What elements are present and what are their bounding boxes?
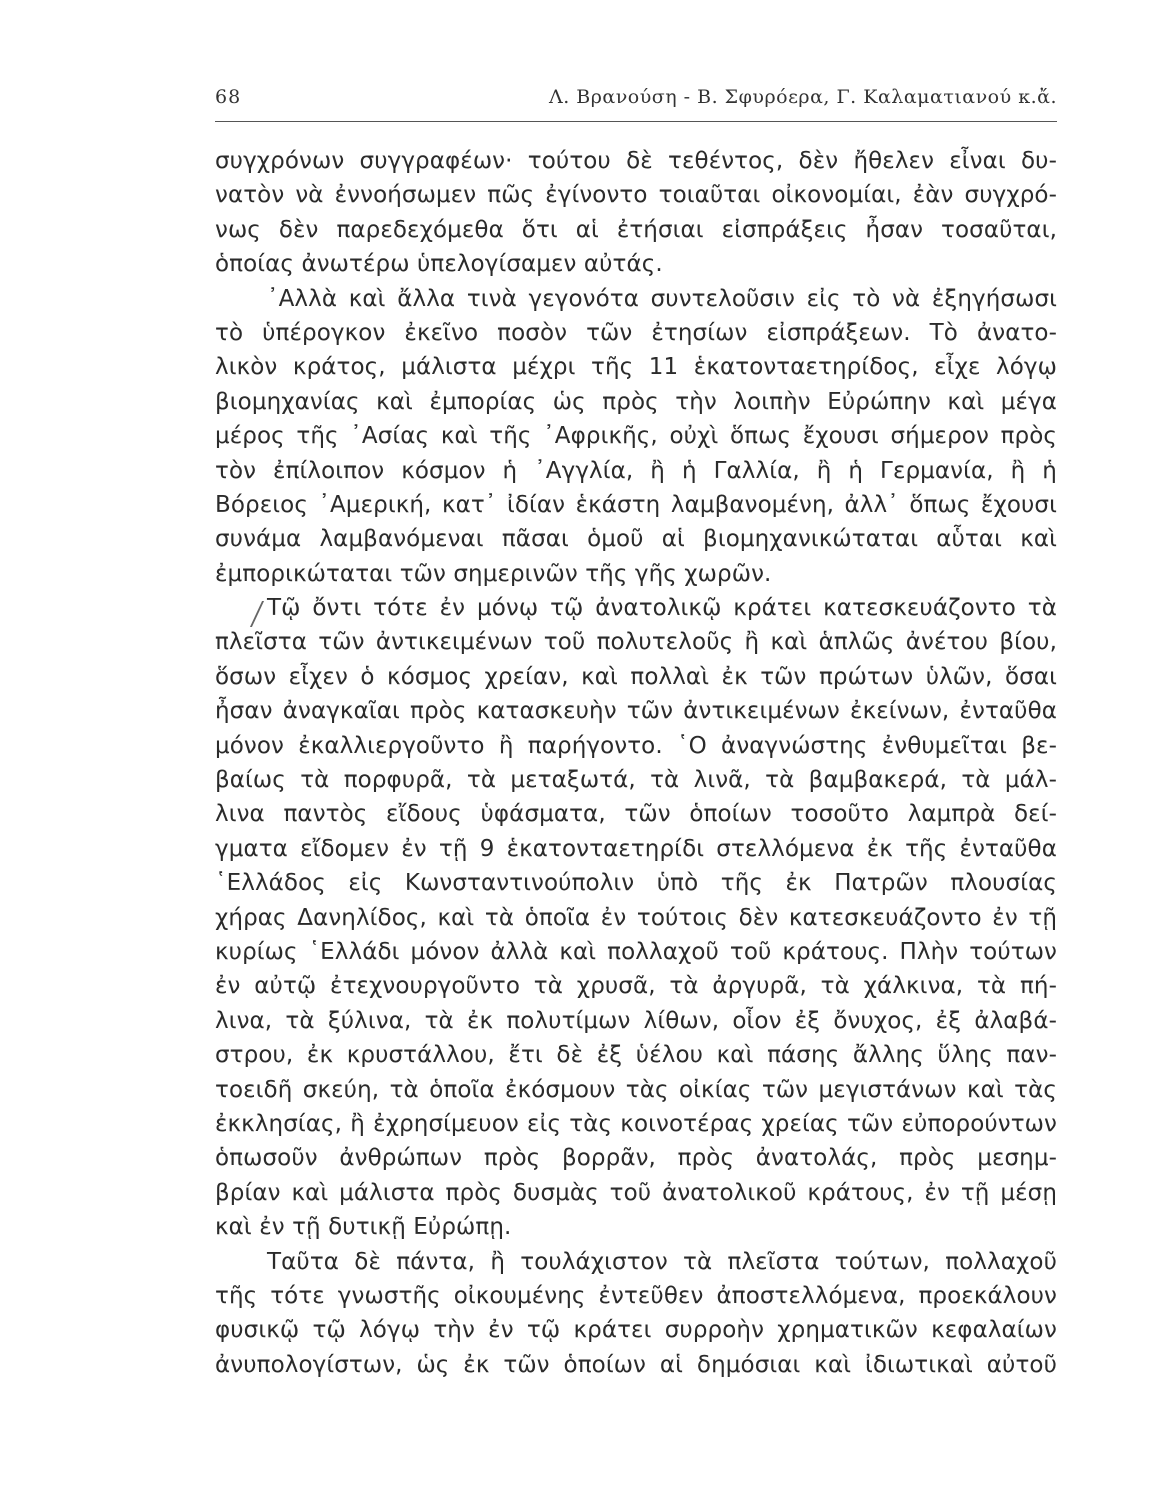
text-line: νατὸν νὰ ἐννοήσωμεν πῶς ἐγίνοντο τοιαῦται οἰκονομίαι, ἐὰν συγχρό- bbox=[215, 182, 1057, 209]
text-line: συνάμα λαμβανόμεναι πᾶσαι ὁμοῦ αἱ βιομηχανικώταται αὗται καὶ bbox=[215, 526, 1057, 553]
text-line: ῾Ελλάδος εἰς Κωνσταντινούπολιν ὑπὸ τῆς ἐκ Πατρῶν πλουσίας bbox=[215, 870, 1057, 897]
body-text bbox=[215, 144, 1057, 1382]
text-line: βρίαν καὶ μάλιστα πρὸς δυσμὰς τοῦ ἀνατολικοῦ κράτους, ἐν τῇ μέσῃ bbox=[215, 1179, 1057, 1206]
text-line: λινα παντὸς εἴδους ὑφάσματα, τῶν ὁποίων τοσοῦτο λαμπρὰ δεί- bbox=[215, 801, 1057, 828]
text-line: Ταῦτα δὲ πάντα, ἢ τουλάχιστον τὰ πλεῖστα τούτων, πολλαχοῦ bbox=[267, 1248, 1057, 1275]
text-line: μέρος τῆς ᾿Ασίας καὶ τῆς ᾿Αφρικῆς, οὐχὶ ὅπως ἔχουσι σήμερον πρὸς bbox=[215, 423, 1057, 450]
page-number: 68 bbox=[215, 86, 242, 108]
header-rule bbox=[215, 121, 1057, 122]
text-line: Βόρειος ᾿Αμερική, κατ᾿ ἰδίαν ἑκάστη λαμβανομένη, ἀλλ᾿ ὅπως ἔχουσι bbox=[215, 491, 1057, 518]
text-line: γματα εἴδομεν ἐν τῇ 9 ἑκατονταετηρίδι στελλόμενα ἐκ τῆς ἐνταῦθα bbox=[215, 835, 1057, 862]
text-line: ᾿Αλλὰ καὶ ἄλλα τινὰ γεγονότα συντελοῦσιν εἰς τὸ νὰ ἐξηγήσωσι bbox=[267, 285, 1057, 312]
text-line: χήρας Δανηλίδος, καὶ τὰ ὁποῖα ἐν τούτοις δὲν κατεσκευάζοντο ἐν τῇ bbox=[215, 904, 1057, 931]
text-line: ἀνυπολογίστων, ὡς ἐκ τῶν ὁποίων αἱ δημόσιαι καὶ ἰδιωτικαὶ αὐτοῦ bbox=[215, 1351, 1057, 1378]
text-line: τῆς τότε γνωστῆς οἰκουμένης ἐντεῦθεν ἀποστελλόμενα, προεκάλουν bbox=[215, 1282, 1057, 1309]
text-line: ἐκκλησίας, ἢ ἐχρησίμευον εἰς τὰς κοινοτέρας χρείας τῶν εὐπορούντων bbox=[215, 1110, 1057, 1137]
text-line: Τῷ ὄντι τότε ἐν μόνῳ τῷ ἀνατολικῷ κράτει κατεσκευάζοντο τὰ bbox=[267, 595, 1057, 622]
text-line: ὅσων εἶχεν ὁ κόσμος χρείαν, καὶ πολλαὶ ἐκ τῶν πρώτων ὑλῶν, ὅσαι bbox=[215, 663, 1057, 690]
text-line: καὶ ἐν τῇ δυτικῇ Εὐρώπῃ. bbox=[215, 1214, 512, 1241]
text-line: τὸ ὑπέρογκον ἐκεῖνο ποσὸν τῶν ἐτησίων εἰσπράξεων. Τὸ ἀνατο- bbox=[215, 319, 1057, 346]
text-line: τὸν ἐπίλοιπον κόσμον ἡ ᾿Αγγλία, ἢ ἡ Γαλλία, ἢ ἡ Γερμανία, ἢ ἡ bbox=[215, 457, 1057, 484]
text-line: συγχρόνων συγγραφέων· τούτου δὲ τεθέντος, δὲν ἤθελεν εἶναι δυ- bbox=[215, 148, 1057, 174]
text-line: νως δὲν παρεδεχόμεθα ὅτι αἱ ἐτήσιαι εἰσπράξεις ἦσαν τοσαῦται, bbox=[215, 216, 1057, 243]
text-line: λινα, τὰ ξύλινα, τὰ ἐκ πολυτίμων λίθων, οἷον ἐξ ὄνυχος, ἐξ ἀλαβά- bbox=[215, 1007, 1057, 1034]
page-header bbox=[215, 86, 1057, 116]
text-line: στρου, ἐκ κρυστάλλου, ἔτι δὲ ἐξ ὑέλου καὶ πάσης ἄλλης ὕλης παν- bbox=[215, 1042, 1057, 1069]
text-line: ὁπωσοῦν ἀνθρώπων πρὸς βορρᾶν, πρὸς ἀνατολάς, πρὸς μεσημ- bbox=[215, 1145, 1057, 1172]
text-line: ὁποίας ἀνωτέρω ὑπελογίσαμεν αὐτάς. bbox=[215, 251, 663, 278]
text-line: ἐν αὐτῷ ἐτεχνουργοῦντο τὰ χρυσᾶ, τὰ ἀργυρᾶ, τὰ χάλκινα, τὰ πή- bbox=[215, 973, 1057, 1000]
text-line: βιομηχανίας καὶ ἐμπορίας ὡς πρὸς τὴν λοιπὴν Εὐρώπην καὶ μέγα bbox=[215, 388, 1057, 415]
text-line: μόνον ἐκαλλιεργοῦντο ἢ παρήγοντο. ῾Ο ἀναγνώστης ἐνθυμεῖται βε- bbox=[215, 732, 1057, 759]
text-line: ἦσαν ἀναγκαῖαι πρὸς κατασκευὴν τῶν ἀντικειμένων ἐκείνων, ἐνταῦθα bbox=[215, 698, 1057, 725]
text-line: βαίως τὰ πορφυρᾶ, τὰ μεταξωτά, τὰ λινᾶ, τὰ βαμβακερά, τὰ μάλ- bbox=[215, 767, 1057, 794]
text-line: τοειδῆ σκεύη, τὰ ὁποῖα ἐκόσμουν τὰς οἰκίας τῶν μεγιστάνων καὶ τὰς bbox=[215, 1076, 1057, 1103]
text-line: φυσικῷ τῷ λόγῳ τὴν ἐν τῷ κράτει συρροὴν χρηματικῶν κεφαλαίων bbox=[215, 1317, 1057, 1344]
text-line: κυρίως ῾Ελλάδι μόνον ἀλλὰ καὶ πολλαχοῦ τοῦ κράτους. Πλὴν τούτων bbox=[215, 938, 1057, 965]
text-line: ἐμπορικώταται τῶν σημερινῶν τῆς γῆς χωρῶν. bbox=[215, 560, 772, 587]
running-head: Λ. Βρανούση - Β. Σφυρόερα, Γ. Καλαματιανού κ.ἄ. bbox=[548, 86, 1057, 108]
text-line: πλεῖστα τῶν ἀντικειμένων τοῦ πολυτελοῦς ἢ καὶ ἁπλῶς ἀνέτου βίου, bbox=[215, 629, 1057, 656]
text-line: λικὸν κράτος, μάλιστα μέχρι τῆς 11 ἑκατονταετηρίδος, εἶχε λόγῳ bbox=[215, 354, 1057, 381]
